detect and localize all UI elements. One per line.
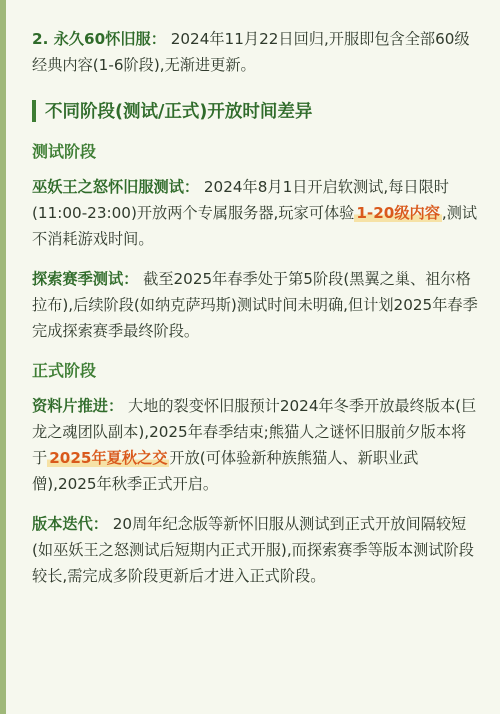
section-title: 不同阶段(测试/正式)开放时间差异 <box>45 102 313 122</box>
test-phase-heading: 测试阶段 <box>32 142 97 161</box>
intro-paragraph <box>32 26 478 78</box>
official-phase-heading: 正式阶段 <box>32 361 97 380</box>
test-item-wotlk <box>32 174 478 252</box>
intro-text: 2024年11月22日回归,开服即包含全部60级经典内容(1-6阶段),无渐进更新。 <box>32 30 470 74</box>
test-item-wotlk-text-a: 2024年8月1日开启软测试,每日限时(11:00-23:00)开放两个专属服务器,玩家可体验 <box>32 178 449 222</box>
official-item-expansion-label: 资料片推进： <box>32 397 124 415</box>
test-item-sod-text: 截至2025年春季处于第5阶段(黑翼之巢、祖尔格拉布),后续阶段(如纳克萨玛斯)测试时间未明确,但计划2025年春季完成探索赛季最终阶段。 <box>32 270 478 340</box>
test-item-wotlk-highlight: 1-20级内容 <box>356 204 440 222</box>
official-item-expansion <box>32 393 478 497</box>
test-item-sod-label: 探索赛季测试： <box>32 270 139 288</box>
official-item-expansion-text-b: 开放(可体验新种族熊猫人、新职业武僧),2025年秋季正式开启。 <box>32 449 419 493</box>
test-item-sod <box>32 266 478 344</box>
official-item-expansion-highlight: 2025年夏秋之交 <box>49 449 168 467</box>
official-item-expansion-text-a: 大地的裂变怀旧服预计2024年冬季开放最终版本(巨龙之魂团队副本),2025年春季结束;熊猫人之谜怀旧服前夕版本将于 <box>32 397 477 467</box>
official-item-iteration-label: 版本迭代： <box>32 515 108 533</box>
left-border-strip <box>0 0 6 714</box>
section-bar-icon <box>32 100 36 122</box>
intro-label: 2. 永久60怀旧服： <box>32 30 166 48</box>
section-heading <box>32 98 478 123</box>
test-item-wotlk-label: 巫妖王之怒怀旧服测试： <box>32 178 200 196</box>
official-item-iteration-text: 20周年纪念版等新怀旧服从测试到正式开放间隔较短(如巫妖王之怒测试后短期内正式开服),而探索赛季等版本测试阶段较长,需完成多阶段更新后才进入正式阶段。 <box>32 515 474 585</box>
official-item-iteration <box>32 511 478 589</box>
test-item-wotlk-text-b: ,测试不消耗游戏时间。 <box>32 204 478 248</box>
